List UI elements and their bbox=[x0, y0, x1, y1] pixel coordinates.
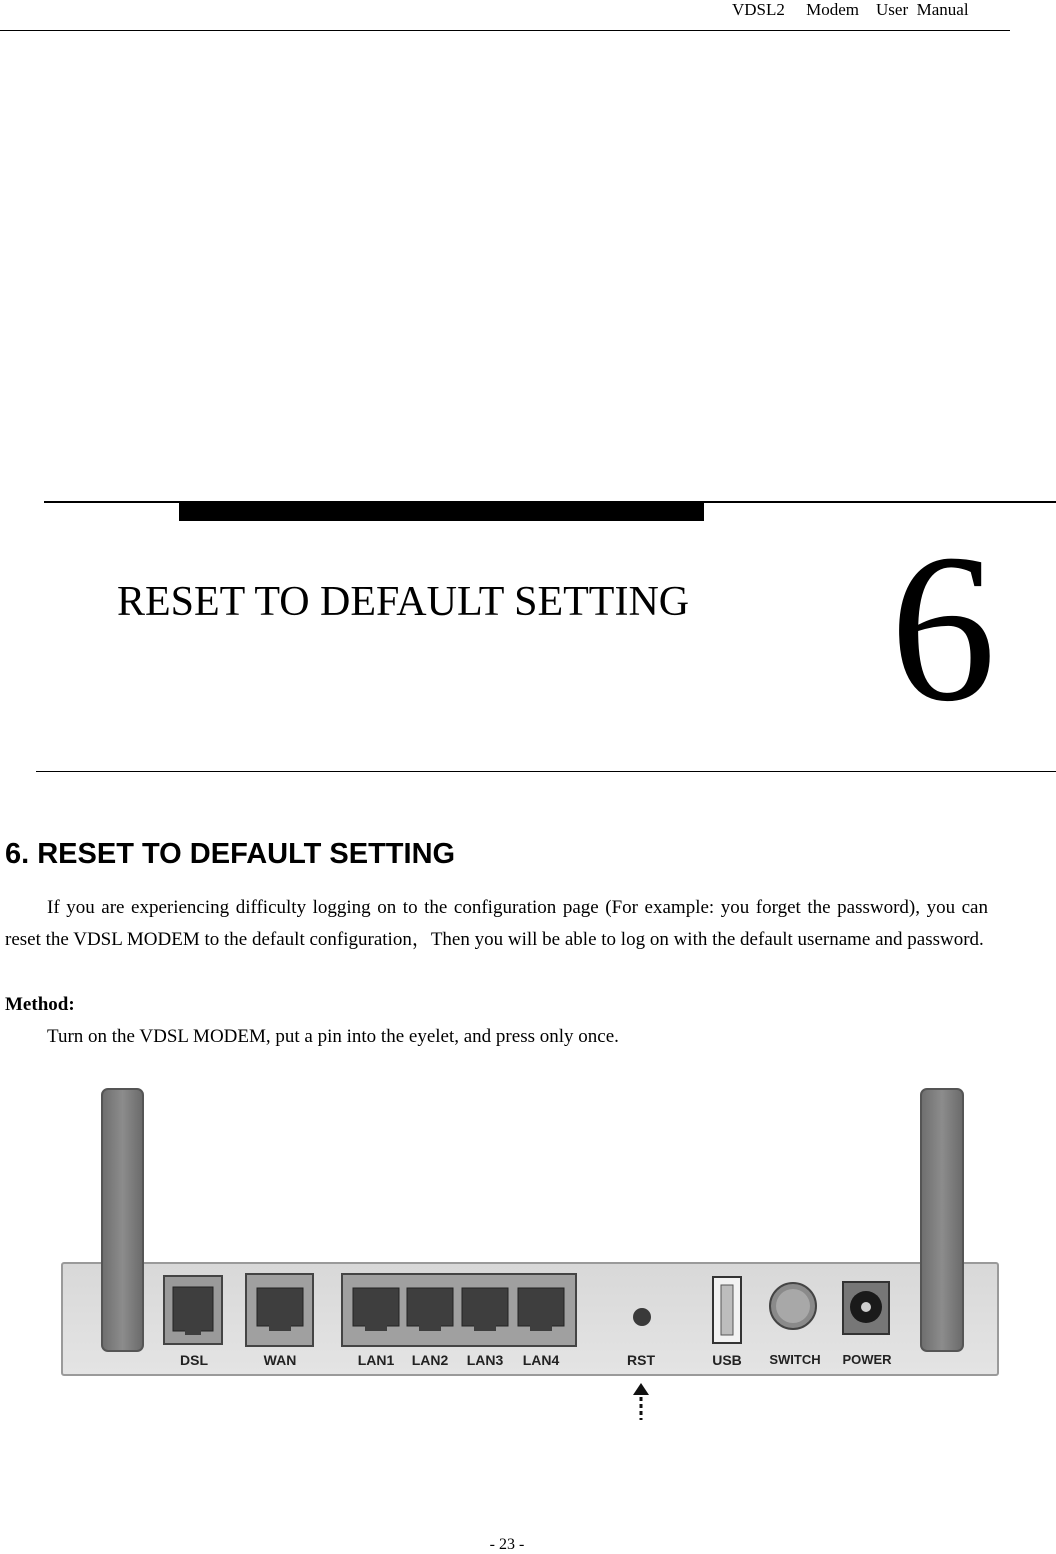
label-lan4: LAN4 bbox=[522, 1352, 560, 1368]
reset-arrow-icon bbox=[633, 1383, 649, 1420]
label-wan: WAN bbox=[263, 1352, 297, 1368]
power-jack bbox=[843, 1282, 889, 1334]
page-number: - 23 - bbox=[489, 1536, 525, 1553]
lan-ports bbox=[342, 1274, 576, 1346]
header-rule bbox=[0, 30, 1010, 31]
antenna-left bbox=[102, 1089, 143, 1351]
label-rst: RST bbox=[627, 1352, 655, 1368]
method-label: Method: bbox=[5, 994, 75, 1015]
chapter-black-bar bbox=[179, 502, 704, 521]
label-power: POWER bbox=[842, 1352, 892, 1367]
usb-port bbox=[713, 1277, 741, 1343]
running-header: VDSL2 Modem User Manual bbox=[732, 0, 969, 19]
dsl-port bbox=[164, 1276, 222, 1344]
modem-rear-panel-figure bbox=[55, 1085, 1005, 1430]
label-lan1: LAN1 bbox=[357, 1352, 395, 1368]
reset-hole bbox=[633, 1308, 651, 1326]
label-lan2: LAN2 bbox=[411, 1352, 449, 1368]
chapter-number: 6 bbox=[890, 510, 996, 745]
label-dsl: DSL bbox=[180, 1352, 208, 1368]
antenna-right bbox=[921, 1089, 963, 1351]
label-lan3: LAN3 bbox=[466, 1352, 504, 1368]
switch-button bbox=[770, 1283, 816, 1329]
intro-paragraph: If you are experiencing difficulty logging on to the configuration page (For example: you forget the password), you can reset the VDSL MODEM to the default configuration，Then you will be able to log on with the default username and password. bbox=[5, 897, 988, 950]
section-heading: 6. RESET TO DEFAULT SETTING bbox=[5, 838, 456, 870]
method-text: Turn on the VDSL MODEM, put a pin into the eyelet, and press only once. bbox=[47, 1026, 619, 1047]
label-usb: USB bbox=[712, 1352, 742, 1368]
label-switch: SWITCH bbox=[769, 1352, 821, 1367]
chapter-bottom-rule bbox=[36, 771, 1056, 772]
wan-port bbox=[246, 1274, 313, 1346]
chapter-title: RESET TO DEFAULT SETTING bbox=[117, 579, 690, 625]
